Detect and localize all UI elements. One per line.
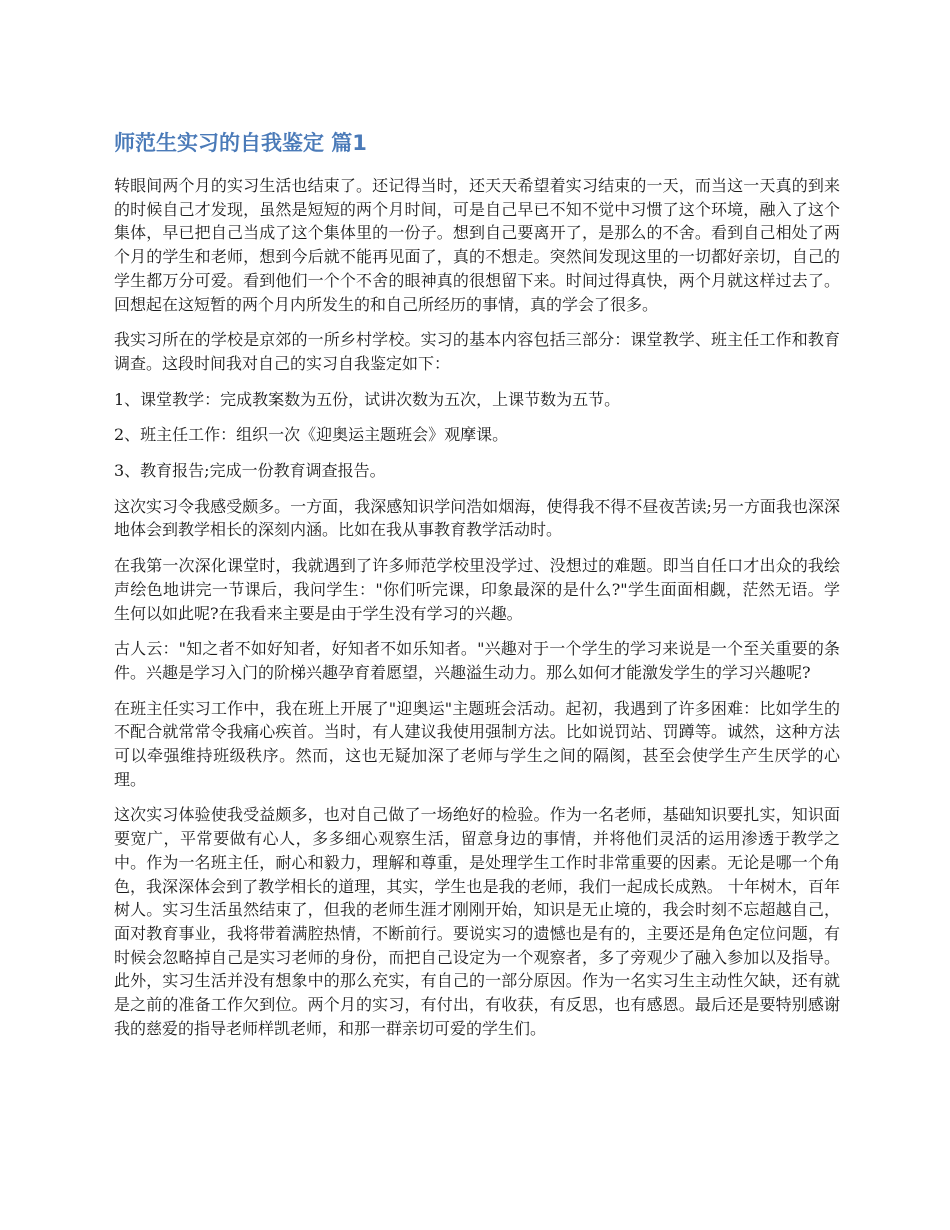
paragraph-item-3: 3、教育报告;完成一份教育调查报告。	[114, 461, 386, 481]
paragraph-conclusion: 这次实习体验使我受益颇多，也对自己做了一场绝好的检验。作为一名老师，基础知识要扎实，知识面要宽广，平常要做有心人，多多细心观察生活，留意身边的事情，并将他们灵活的运用渗透于教学之中。作为一名班主任，耐心和毅力，理解和尊重，是处理学生工作时非常重要的因素。无论是哪一个角色，我深深体会到了教学相长的道理，其实，学生也是我的老师，我们一起成长成熟。 十年树木，百年树人。实习生活虽然结束了，但我的老师生涯才刚刚开始，知识是无止境的，我会时刻不忘超越自己，面对教育事业，我将带着满腔热情，不断前行。要说实习的遗憾也是有的，主要还是角色定位问题，有时候会忽略掉自己是实习老师的身份，而把自己设定为一个观察者，多了旁观少了融入参加以及指导。此外，实习生活并没有想象中的那么充实，有自己的一部分原因。作为一名实习生主动性欠缺，还有就是之前的准备工作欠到位。两个月的实习，有付出，有收获，有反思，也有感恩。最后还是要特别感谢我的慈爱的指导老师样凯老师，和那一群亲切可爱的学生们。	[114, 805, 840, 1038]
paragraph-item-1: 1、课堂教学：完成教案数为五份，试讲次数为五次，上课节数为五节。	[114, 389, 621, 409]
paragraph-first-class: 在我第一次深化课堂时，我就遇到了许多师范学校里没学过、没想过的难题。即当自任口才出众的我绘声绘色地讲完一节课后，我问学生："你们听完课，印象最深的是什么?"学生面面相觑，茫然无语。学生何以如此呢?在我看来主要是由于学生没有学习的兴趣。	[114, 556, 840, 623]
document-page	[114, 128, 840, 1053]
paragraph-class-meeting: 在班主任实习工作中，我在班上开展了"迎奥运"主题班会活动。起初，我遇到了许多困难：比如学生的不配合就常常令我痛心疾首。当时，有人建议我使用强制方法。比如说罚站、罚蹲等。诚然，这种方法可以牵强维持班级秩序。然而，这也无疑加深了老师与学生之间的隔阂，甚至会使学生产生厌学的心理。	[114, 698, 840, 789]
paragraph-item-2: 2、班主任工作：组织一次《迎奥运主题班会》观摩课。	[114, 425, 509, 445]
paragraph-intro: 转眼间两个月的实习生活也结束了。还记得当时，还天天希望着实习结束的一天，而当这一天真的到来的时候自己才发现，虽然是短短的两个月时间，可是自己早已不知不觉中习惯了这个环境，融入了这个集体，早已把自己当成了这个集体里的一份子。想到自己要离开了，是那么的不舍。看到自己相处了两个月的学生和老师，想到今后就不能再见面了，真的不想走。突然间发现这里的一切都好亲切，自己的学生都万分可爱。看到他们一个个不舍的眼神真的很想留下来。时间过得真快，两个月就这样过去了。回想起在这短暂的两个月内所发生的和自己所经历的事情，真的学会了很多。	[114, 176, 840, 314]
paragraph-interest: 古人云："知之者不如好知者，好知者不如乐知者。"兴趣对于一个学生的学习来说是一个至关重要的条件。兴趣是学习入门的阶梯兴趣孕育着愿望，兴趣溢生动力。那么如何才能激发学生的学习兴趣呢?	[114, 639, 840, 682]
paragraph-school: 我实习所在的学校是京郊的一所乡村学校。实习的基本内容包括三部分：课堂教学、班主任工作和教育调查。这段时间我对自己的实习自我鉴定如下：	[114, 330, 840, 373]
paragraph-feelings: 这次实习令我感受颇多。一方面，我深感知识学问浩如烟海，使得我不得不昼夜苦读;另一方面我也深深地体会到教学相长的深刻内涵。比如在我从事教育教学活动时。	[114, 496, 840, 540]
document-title: 师范生实习的自我鉴定 篇1	[114, 131, 367, 155]
